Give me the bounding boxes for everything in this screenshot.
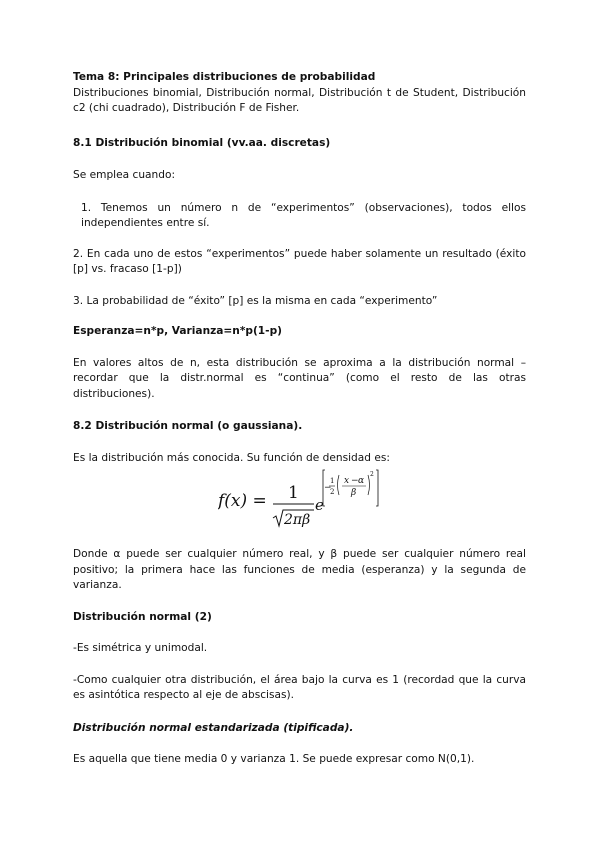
normal2-item-1: -Es simétrica y unimodal. — [73, 642, 208, 654]
exp-alpha: α — [358, 476, 365, 486]
binomial-heading: 8.1 Distribución binomial (vv.aa. discretas) — [73, 136, 331, 149]
binomial-lead: Se emplea cuando: — [73, 169, 176, 181]
topic-title: Tema 8: Principales distribuciones de probabilidad — [73, 71, 376, 83]
binomial-note: En valores altos de n, esta distribución se aproxima a la distribución normal –recordar que la distr.normal es “continua” (como el resto de las otras distribuciones). — [73, 356, 526, 400]
estandarizada-heading: Distribución normal estandarizada (tipificada). — [73, 721, 354, 734]
exp-minus-alpha: − — [351, 476, 359, 486]
formula-denominator: 2πβ — [284, 512, 311, 528]
estandarizada-text: Es aquella que tiene media 0 y varianza 1. Se puede expresar como N(0,1). — [73, 753, 475, 765]
exp-x: x — [344, 476, 350, 486]
normal-heading: 8.2 Distribución normal (o gaussiana). — [73, 420, 303, 432]
normal2-item-2: -Como cualquier otra distribución, el área bajo la curva es 1 (recordad que la curva es asintótica respecto al eje de abscisas). — [73, 673, 526, 701]
binomial-formula: Esperanza=n*p, Varianza=n*p(1-p) — [73, 325, 282, 337]
exp-half-den: 2 — [330, 488, 335, 496]
normal-description: Donde α puede ser cualquier número real, y β puede ser cualquier número real positivo; la primera hace las funciones de media (esperanza) y la segunda de varianza. — [73, 548, 526, 591]
normal-density-formula — [218, 466, 398, 536]
formula-lhs: f(x) = — [218, 491, 267, 511]
binomial-item-3: 3. La probabilidad de “éxito” [p] es la misma en cada “experimento” — [73, 294, 438, 307]
exp-bracket-right — [376, 470, 378, 506]
normal-intro: Es la distribución más conocida. Su función de densidad es: — [73, 451, 390, 464]
formula-numerator: 1 — [288, 483, 299, 503]
exp-power: 2 — [370, 471, 374, 478]
document-page — [73, 70, 526, 768]
binomial-item-2: 2. En cada uno de estos “experimentos” puede haber solamente un resultado (éxito [p] vs. fracaso [1-p]) — [73, 247, 526, 275]
binomial-item-1: 1. Tenemos un número n de “experimentos” (observaciones), todos ellos independientes entre sí. — [81, 201, 526, 229]
exp-paren-right — [368, 475, 370, 495]
exp-half-num: 1 — [330, 477, 335, 485]
topic-intro: Distribuciones binomial, Distribución normal, Distribución t de Student, Distribución c2 (chi cuadrado), Distribución F de Fisher. — [73, 86, 526, 114]
normal2-heading: Distribución normal (2) — [73, 610, 212, 623]
exp-beta: β — [351, 488, 357, 498]
exp-paren-left — [338, 475, 340, 495]
exp-minus: − — [324, 483, 332, 493]
formula-base: e — [315, 496, 324, 514]
